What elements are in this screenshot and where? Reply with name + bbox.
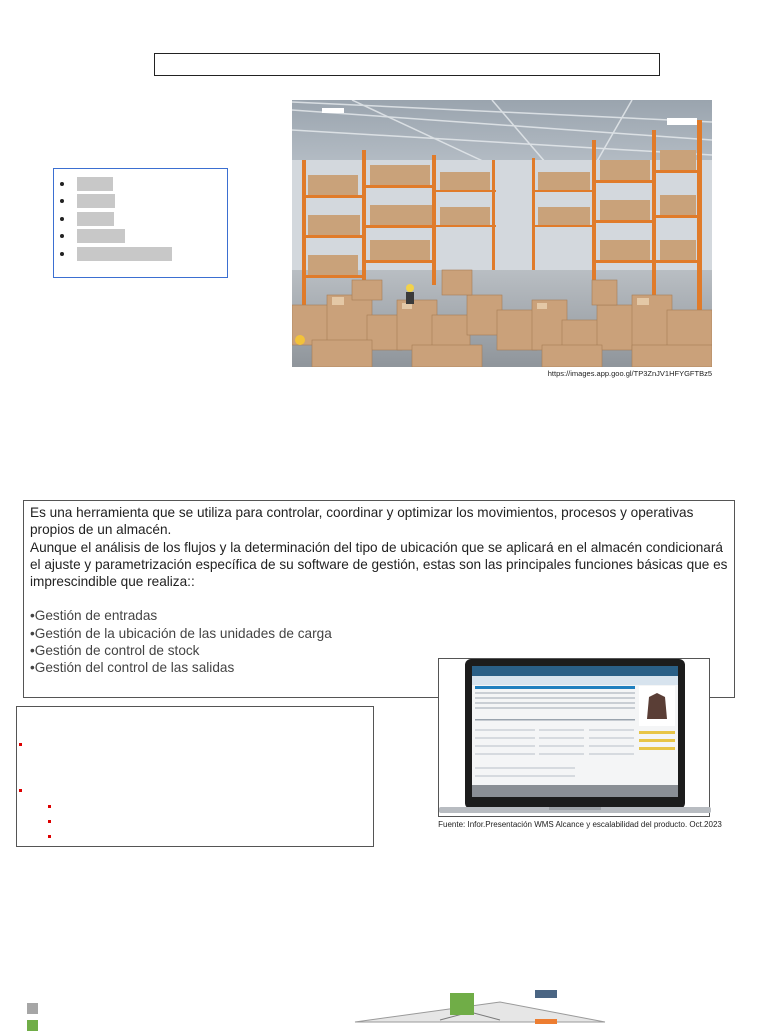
bullet-icon: [60, 234, 64, 238]
bullet-icon: [48, 820, 51, 823]
empty-bullet-box: [16, 706, 374, 847]
bullet-icon: [48, 835, 51, 838]
list-item: [60, 193, 172, 211]
bullet-icon: [60, 199, 64, 203]
function-item-ubicacion: •Gestión de la ubicación de las unidades de carga: [30, 625, 332, 641]
redacted-text: [77, 229, 125, 243]
bullet-icon: [60, 252, 64, 256]
description-paragraph: Aunque el análisis de los flujos y la determinación del tipo de ubicación que se aplicará en el almacén condicionará el ajuste y parametrización específica de su software de gestión, estas son las principales funciones básicas que es imprescindible que realiza::: [30, 539, 728, 590]
legend-swatch-green: [27, 1020, 38, 1031]
bullet-icon: [19, 743, 22, 746]
redacted-text: [77, 212, 114, 226]
function-item-salidas: •Gestión del control de las salidas: [30, 660, 235, 676]
list-item: [60, 175, 172, 193]
laptop-screenshot-frame: [438, 658, 710, 817]
function-item-entradas: •Gestión de entradas: [30, 608, 158, 624]
redacted-text: [77, 177, 113, 191]
bullet-list: [60, 175, 172, 263]
redacted-text: [77, 247, 172, 261]
title-box: [154, 53, 660, 76]
warehouse-illustration: [292, 100, 712, 367]
list-item: [60, 228, 172, 246]
laptop-illustration: [439, 659, 711, 818]
bullet-icon: [48, 805, 51, 808]
warehouse-layout-diagram: [350, 990, 610, 1024]
function-item-stock: •Gestión de control de stock: [30, 643, 200, 659]
redacted-bullet-list: [53, 168, 228, 278]
photo-credit: https://images.app.goo.gl/TP3ZnJV1HFYGFTBz5: [547, 369, 712, 378]
bullet-icon: [60, 182, 64, 186]
list-item: [60, 245, 172, 263]
warehouse-photo: [292, 100, 712, 367]
legend-swatch-gray: [27, 1003, 38, 1014]
list-item: [60, 210, 172, 228]
spacer: [30, 590, 728, 607]
redacted-text: [77, 194, 115, 208]
bullet-icon: [60, 217, 64, 221]
description-paragraph: Es una herramienta que se utiliza para controlar, coordinar y optimizar los movimientos, procesos y operativas propios de un almacén.: [30, 505, 694, 538]
laptop-image-credit: Fuente: Infor.Presentación WMS Alcance y escalabilidad del producto. Oct.2023: [438, 820, 722, 829]
bullet-icon: [19, 789, 22, 792]
layout-diagram-illustration: [350, 990, 610, 1024]
